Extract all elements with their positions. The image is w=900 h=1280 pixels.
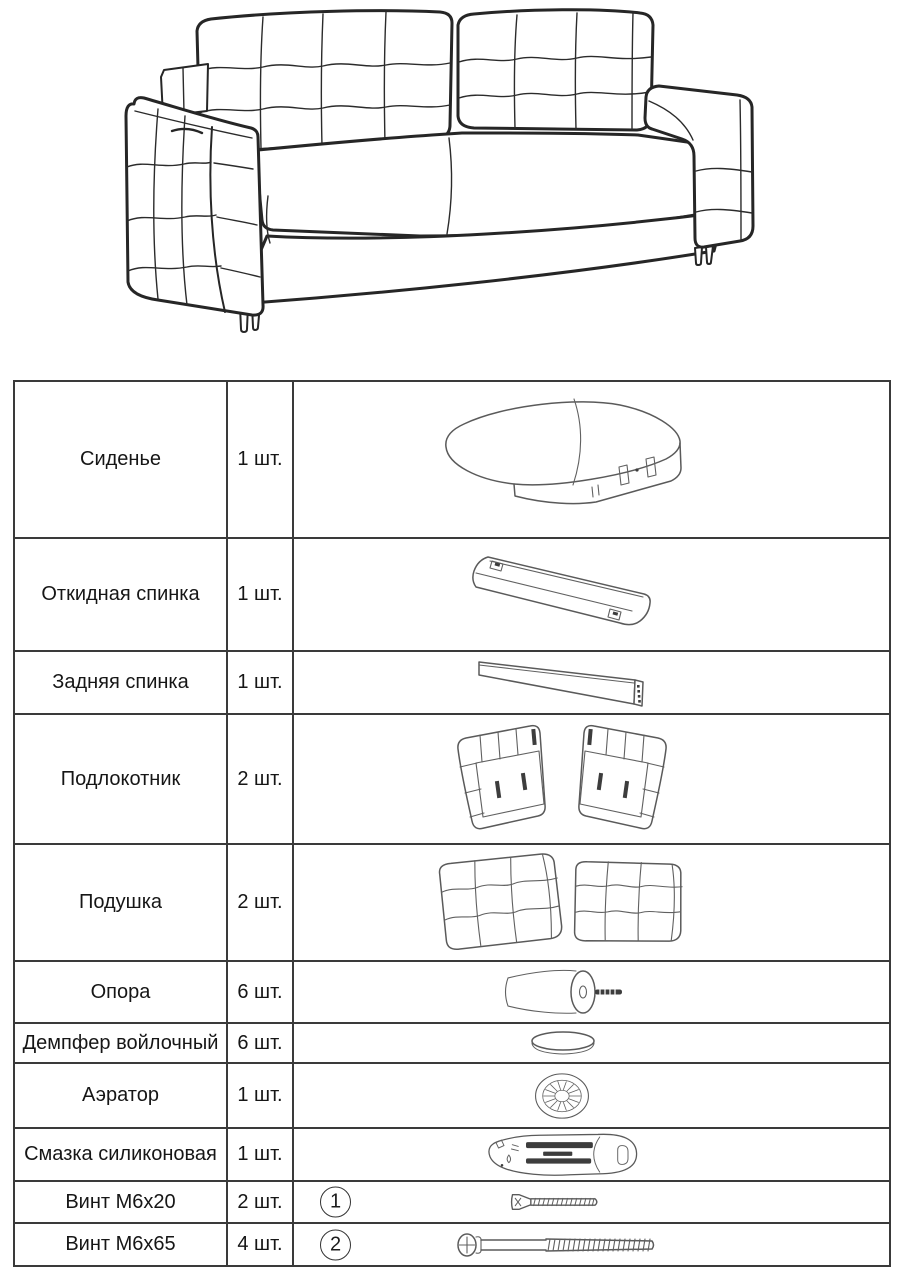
part-name: Опора xyxy=(15,960,226,1022)
sofa-figure xyxy=(0,0,900,370)
part-qty: 1 шт. xyxy=(226,1127,292,1180)
part-qty: 1 шт. xyxy=(226,382,292,537)
part-image-cell xyxy=(292,843,889,960)
screw-m6x65-sketch xyxy=(454,1231,669,1259)
aerator-sketch xyxy=(512,1066,612,1126)
part-image-cell xyxy=(292,537,889,650)
part-name: Демпфер войлочный xyxy=(15,1022,226,1062)
part-name: Подлокотник xyxy=(15,713,226,843)
marker-circle-2 xyxy=(320,1229,351,1260)
part-name: Откидная спинка xyxy=(15,537,226,650)
part-image-cell xyxy=(292,960,889,1022)
parts-table xyxy=(13,380,891,1267)
marker-circle-1 xyxy=(320,1187,351,1218)
part-qty: 6 шт. xyxy=(226,960,292,1022)
part-image-cell xyxy=(292,1127,889,1180)
part-qty: 4 шт. xyxy=(226,1222,292,1265)
part-name: Винт М6х65 xyxy=(15,1222,226,1265)
part-qty: 1 шт. xyxy=(226,650,292,713)
part-qty: 6 шт. xyxy=(226,1022,292,1062)
part-image-cell xyxy=(292,1022,889,1062)
rear-backrest-sketch xyxy=(467,654,657,712)
marker-number: 2 xyxy=(329,1233,342,1255)
part-image-cell xyxy=(292,650,889,713)
part-name: Винт М6х20 xyxy=(15,1180,226,1222)
part-image-cell xyxy=(292,1062,889,1127)
marker-number: 1 xyxy=(329,1190,342,1213)
part-image-cell xyxy=(292,713,889,843)
part-qty: 1 шт. xyxy=(226,1062,292,1127)
part-image-cell xyxy=(292,1180,889,1222)
part-name: Аэратор xyxy=(15,1062,226,1127)
part-qty: 2 шт. xyxy=(226,1180,292,1222)
cushion-pair-sketch xyxy=(426,850,698,956)
seat-sketch xyxy=(426,391,698,529)
silicone-grease-sketch xyxy=(462,1131,662,1179)
part-qty: 1 шт. xyxy=(226,537,292,650)
part-image-cell xyxy=(292,382,889,537)
part-qty: 2 шт. xyxy=(226,843,292,960)
part-name: Задняя спинка xyxy=(15,650,226,713)
armrest-pair-sketch xyxy=(432,721,692,837)
part-name: Подушка xyxy=(15,843,226,960)
part-image-cell xyxy=(292,1222,889,1265)
part-qty: 2 шт. xyxy=(226,713,292,843)
leg-support-sketch xyxy=(494,964,629,1020)
screw-m6x20-sketch xyxy=(507,1189,617,1215)
part-name: Сиденье xyxy=(15,382,226,537)
folding-backrest-sketch xyxy=(452,547,672,643)
part-name: Смазка силиконовая xyxy=(15,1127,226,1180)
felt-damper-sketch xyxy=(518,1028,606,1058)
sofa-illustration xyxy=(0,0,900,368)
